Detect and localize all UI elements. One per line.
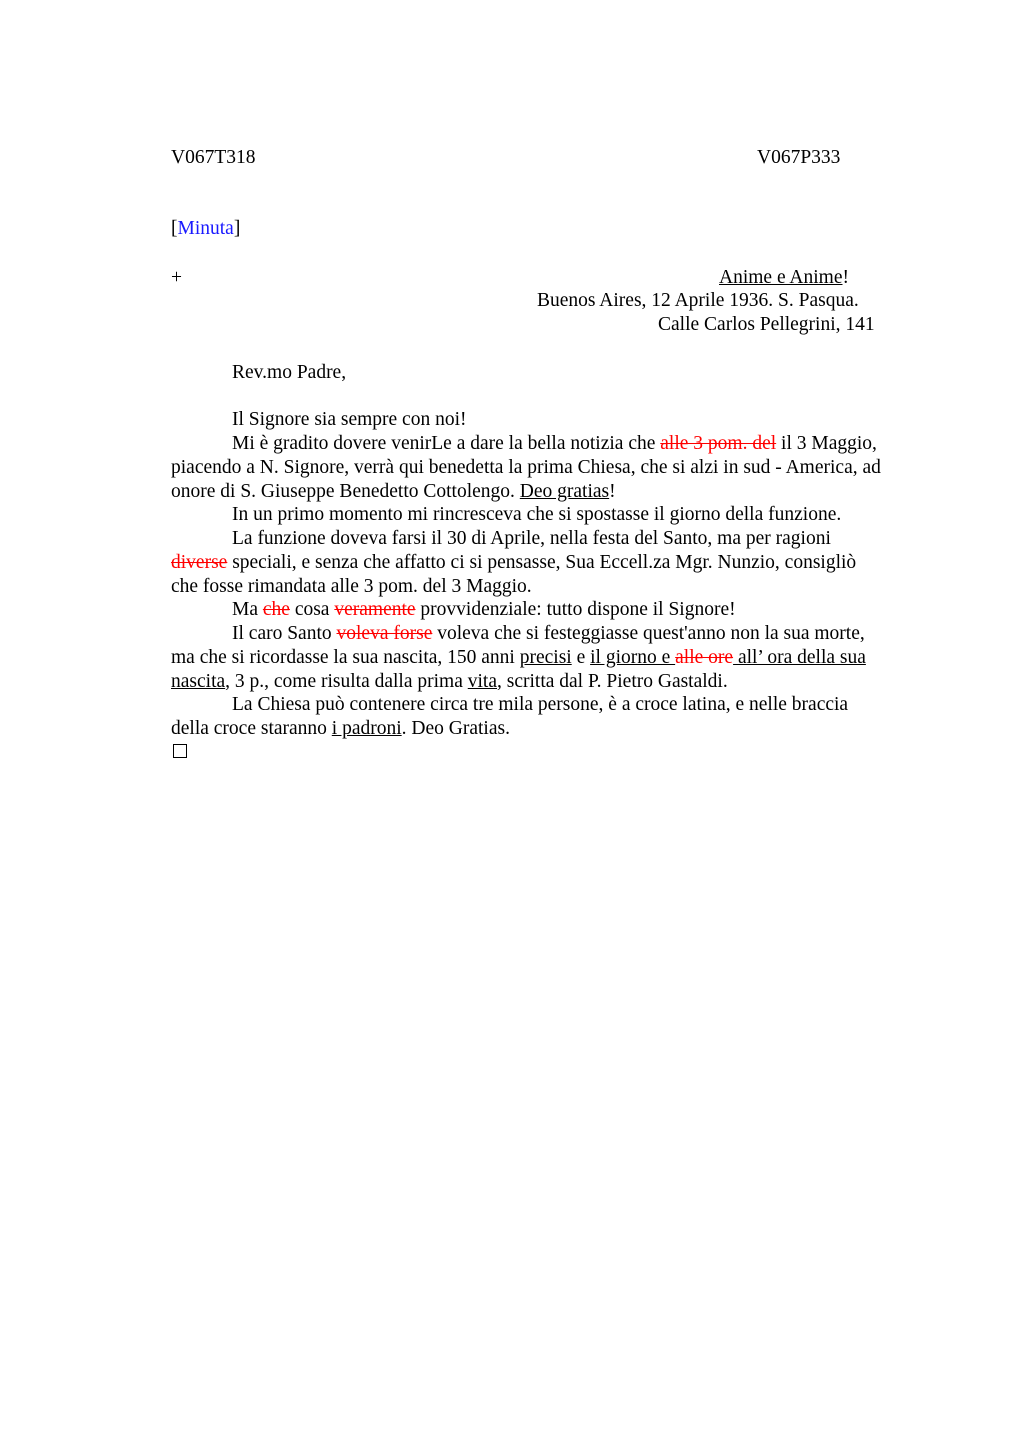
body-line: In un primo momento mi rincresceva che si spostasse il giorno della funzione. — [232, 504, 842, 525]
underlined-text: i padroni — [331, 718, 402, 739]
body-line: La Chiesa può contenere circa tre mila persone, è a croce latina, e nelle braccia — [232, 694, 849, 715]
motto-punct: ! — [842, 267, 849, 288]
address: Calle Carlos Pellegrini, 141 — [658, 314, 875, 335]
underlined-text: il giorno e — [590, 647, 676, 668]
document-label — [171, 218, 240, 240]
salutation: Rev.mo Padre, — [232, 362, 347, 383]
underlined-text: precisi — [519, 647, 572, 668]
deleted-text: alle 3 pom. del — [660, 433, 777, 454]
motto-text: Anime e Anime — [719, 267, 843, 288]
motto — [719, 267, 849, 289]
underlined-text: vita — [467, 671, 497, 692]
body-line: piacendo a N. Signore, verrà qui benedetta la prima Chiesa, che si alzi in sud - America, ad — [171, 457, 881, 478]
body-line: nascita, 3 p., come risulta dalla prima vita, scritta dal P. Pietro Gastaldi. — [171, 671, 728, 692]
body-line: della croce staranno i padroni. Deo Gratias. — [171, 718, 510, 739]
document-code-left: V067T318 — [171, 147, 256, 168]
body-line: La funzione doveva farsi il 30 di Aprile, nella festa del Santo, ma per ragioni — [232, 528, 831, 549]
body-line: che fosse rimandata alle 3 pom. del 3 Maggio. — [171, 576, 532, 597]
body-line: Il Signore sia sempre con noi! — [232, 409, 467, 430]
body-line: ma che si ricordasse la sua nascita, 150 anni precisi e il giorno e alle ore all’ ora della sua — [171, 647, 866, 668]
deleted-text: che — [262, 599, 290, 620]
cross-mark: + — [171, 267, 182, 288]
body-line: onore di S. Giuseppe Benedetto Cottolengo. Deo gratias! — [171, 481, 616, 502]
place-date: Buenos Aires, 12 Aprile 1936. S. Pasqua. — [537, 290, 859, 311]
body-line: diverse speciali, e senza che affatto ci si pensasse, Sua Eccell.za Mgr. Nunzio, consigliò — [171, 552, 857, 573]
underlined-text: Deo gratias — [519, 481, 610, 502]
deleted-text: veramente — [334, 599, 416, 620]
deleted-text: diverse — [171, 552, 228, 573]
body-line: Mi è gradito dovere venirLe a dare la bella notizia che alle 3 pom. del il 3 Maggio, — [232, 433, 877, 454]
end-square-icon — [173, 744, 187, 758]
underlined-text: all’ ora della sua — [733, 647, 866, 668]
deleted-text: voleva forse — [336, 623, 433, 644]
deleted-text: alle ore — [675, 647, 734, 668]
label-bracket-open: [ — [171, 218, 178, 239]
label-minuta: Minuta — [177, 218, 234, 239]
body-line: Ma che cosa veramente provvidenziale: tutto dispone il Signore! — [232, 599, 736, 620]
underlined-text: nascita — [171, 671, 226, 692]
label-bracket-close: ] — [233, 218, 241, 239]
document-code-right: V067P333 — [757, 147, 841, 168]
body-line: Il caro Santo voleva forse voleva che si festeggiasse quest'anno non la sua morte, — [232, 623, 865, 644]
